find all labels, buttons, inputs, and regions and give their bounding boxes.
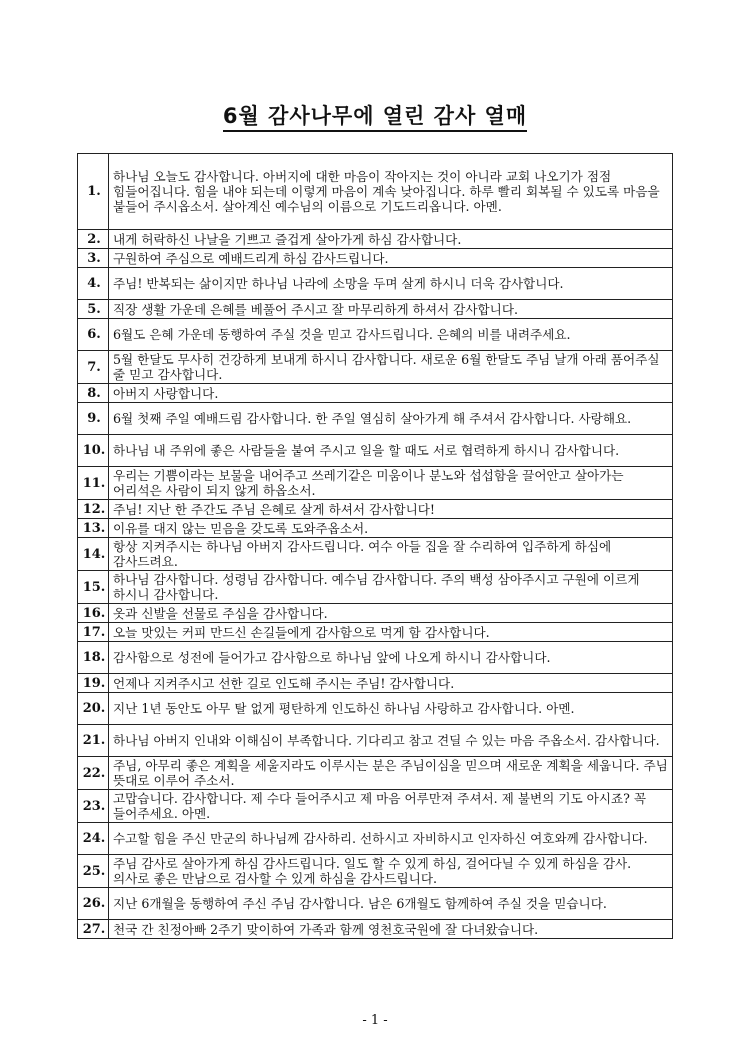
table-row xyxy=(78,268,673,300)
table-row xyxy=(78,888,673,920)
row-text: 주님 감사로 살아가게 하심 감사드립니다. 일도 할 수 있게 하심, 걸어다닐 수 있게 하심을 감사. 의사로 좋은 만남으로 검사할 수 있게 하심을 감사드립니다. xyxy=(109,855,673,888)
row-text: 고맙습니다. 감사합니다. 제 수다 들어주시고 제 마음 어루만져 주셔서. 제 불변의 기도 아시죠? 꼭 들어주세요. 아멘. xyxy=(109,790,673,823)
row-text: 수고할 힘을 주신 만군의 하나님께 감사하리. 선하시고 자비하시고 인자하신 여호와께 감사합니다. xyxy=(109,823,673,855)
page-number: - 1 - xyxy=(362,1013,388,1028)
row-text: 이유를 대지 않는 믿음을 갖도록 도와주옵소서. xyxy=(109,519,673,538)
row-number: 2. xyxy=(78,230,109,249)
row-number: 21. xyxy=(78,725,109,757)
table-row xyxy=(78,790,673,823)
row-number: 27. xyxy=(78,920,109,939)
table-row xyxy=(78,855,673,888)
row-number: 5. xyxy=(78,300,109,319)
row-number: 6. xyxy=(78,319,109,351)
row-number: 9. xyxy=(78,403,109,435)
row-number: 14. xyxy=(78,538,109,571)
row-number: 20. xyxy=(78,693,109,725)
row-text: 주님! 반복되는 삶이지만 하나님 나라에 소망을 두며 살게 하시니 더욱 감사합니다. xyxy=(109,268,673,300)
table-row xyxy=(78,623,673,642)
row-text: 직장 생활 가운데 은혜를 베풀어 주시고 잘 마무리하게 하셔서 감사합니다. xyxy=(109,300,673,319)
table-row xyxy=(78,571,673,604)
row-number: 12. xyxy=(78,500,109,519)
table-row xyxy=(78,519,673,538)
row-text: 하나님 내 주위에 좋은 사람들을 붙여 주시고 일을 할 때도 서로 협력하게 하시니 감사합니다. xyxy=(109,435,673,467)
row-text: 하나님 아버지 인내와 이해심이 부족합니다. 기다리고 참고 견딜 수 있는 마음 주옵소서. 감사합니다. xyxy=(109,725,673,757)
row-number: 1. xyxy=(78,154,109,230)
table-row xyxy=(78,674,673,693)
row-text: 오늘 맛있는 커피 만드신 손길들에게 감사함으로 먹게 함 감사합니다. xyxy=(109,623,673,642)
table-row xyxy=(78,384,673,403)
page-title xyxy=(0,100,750,130)
table-row xyxy=(78,604,673,623)
row-text: 감사함으로 성전에 들어가고 감사함으로 하나님 앞에 나오게 하시니 감사합니다. xyxy=(109,642,673,674)
table-row xyxy=(78,319,673,351)
row-text: 하나님 오늘도 감사합니다. 아버지에 대한 마음이 작아지는 것이 아니라 교회 나오기가 점점 힘들어집니다. 힘을 내야 되는데 이렇게 마음이 계속 낮아집니다. 하루 빨리 회복될 수 있도록 마음을 붙들어 주시옵소서. 살아계신 예수님의 이름으로 기도드리옵니다. 아멘. xyxy=(109,154,673,230)
row-number: 4. xyxy=(78,268,109,300)
row-number: 3. xyxy=(78,249,109,268)
row-text: 아버지 사랑합니다. xyxy=(109,384,673,403)
row-text: 5월 한달도 무사히 건강하게 보내게 하시니 감사합니다. 새로운 6월 한달도 주님 날개 아래 품어주실 줄 믿고 감사합니다. xyxy=(109,351,673,384)
row-text: 하나님 감사합니다. 성령님 감사합니다. 예수님 감사합니다. 주의 백성 삼아주시고 구원에 이르게 하시니 감사합니다. xyxy=(109,571,673,604)
table-row xyxy=(78,351,673,384)
thanks-table xyxy=(77,153,673,939)
row-number: 26. xyxy=(78,888,109,920)
row-number: 24. xyxy=(78,823,109,855)
row-number: 18. xyxy=(78,642,109,674)
row-number: 19. xyxy=(78,674,109,693)
table-row xyxy=(78,642,673,674)
table-row xyxy=(78,403,673,435)
table-row xyxy=(78,538,673,571)
row-text: 구원하여 주심으로 예배드리게 하심 감사드립니다. xyxy=(109,249,673,268)
table-row xyxy=(78,693,673,725)
table-row xyxy=(78,435,673,467)
table-row xyxy=(78,823,673,855)
row-text: 내게 허락하신 나날을 기쁘고 즐겁게 살아가게 하심 감사합니다. xyxy=(109,230,673,249)
table-row xyxy=(78,500,673,519)
row-number: 10. xyxy=(78,435,109,467)
table-row xyxy=(78,230,673,249)
row-text: 옷과 신발을 선물로 주심을 감사합니다. xyxy=(109,604,673,623)
row-number: 23. xyxy=(78,790,109,823)
table-row xyxy=(78,757,673,790)
row-number: 15. xyxy=(78,571,109,604)
row-number: 13. xyxy=(78,519,109,538)
row-number: 22. xyxy=(78,757,109,790)
row-number: 16. xyxy=(78,604,109,623)
row-number: 8. xyxy=(78,384,109,403)
title-text: 6월 감사나무에 열린 감사 열매 xyxy=(223,104,527,132)
row-number: 25. xyxy=(78,855,109,888)
row-text: 우리는 기쁨이라는 보물을 내어주고 쓰레기같은 미움이나 분노와 섭섭함을 끌어안고 살아가는 어리석은 사람이 되지 않게 하옵소서. xyxy=(109,467,673,500)
table-row xyxy=(78,725,673,757)
table-row xyxy=(78,249,673,268)
row-text: 지난 6개월을 동행하여 주신 주님 감사합니다. 남은 6개월도 함께하여 주실 것을 믿습니다. xyxy=(109,888,673,920)
table-row xyxy=(78,467,673,500)
row-text: 천국 간 친정아빠 2주기 맞이하여 가족과 함께 영천호국원에 잘 다녀왔습니다. xyxy=(109,920,673,939)
row-text: 6월도 은혜 가운데 동행하여 주실 것을 믿고 감사드립니다. 은혜의 비를 내려주세요. xyxy=(109,319,673,351)
table-row xyxy=(78,300,673,319)
row-number: 7. xyxy=(78,351,109,384)
row-text: 언제나 지켜주시고 선한 길로 인도해 주시는 주님! 감사합니다. xyxy=(109,674,673,693)
table-row xyxy=(78,154,673,230)
row-text: 주님, 아무리 좋은 계획을 세울지라도 이루시는 분은 주님이심을 믿으며 새로운 계획을 세웁니다. 주님 뜻대로 이루어 주소서. xyxy=(109,757,673,790)
row-number: 11. xyxy=(78,467,109,500)
row-text: 6월 첫째 주일 예배드림 감사합니다. 한 주일 열심히 살아가게 해 주셔서 감사합니다. 사랑해요. xyxy=(109,403,673,435)
row-text: 주님! 지난 한 주간도 주님 은혜로 살게 하셔서 감사합니다! xyxy=(109,500,673,519)
row-number: 17. xyxy=(78,623,109,642)
table-row xyxy=(78,920,673,939)
row-text: 항상 지켜주시는 하나님 아버지 감사드립니다. 여수 아들 집을 잘 수리하여 입주하게 하심에 감사드려요. xyxy=(109,538,673,571)
row-text: 지난 1년 동안도 아무 탈 없게 평탄하게 인도하신 하나님 사랑하고 감사합니다. 아멘. xyxy=(109,693,673,725)
